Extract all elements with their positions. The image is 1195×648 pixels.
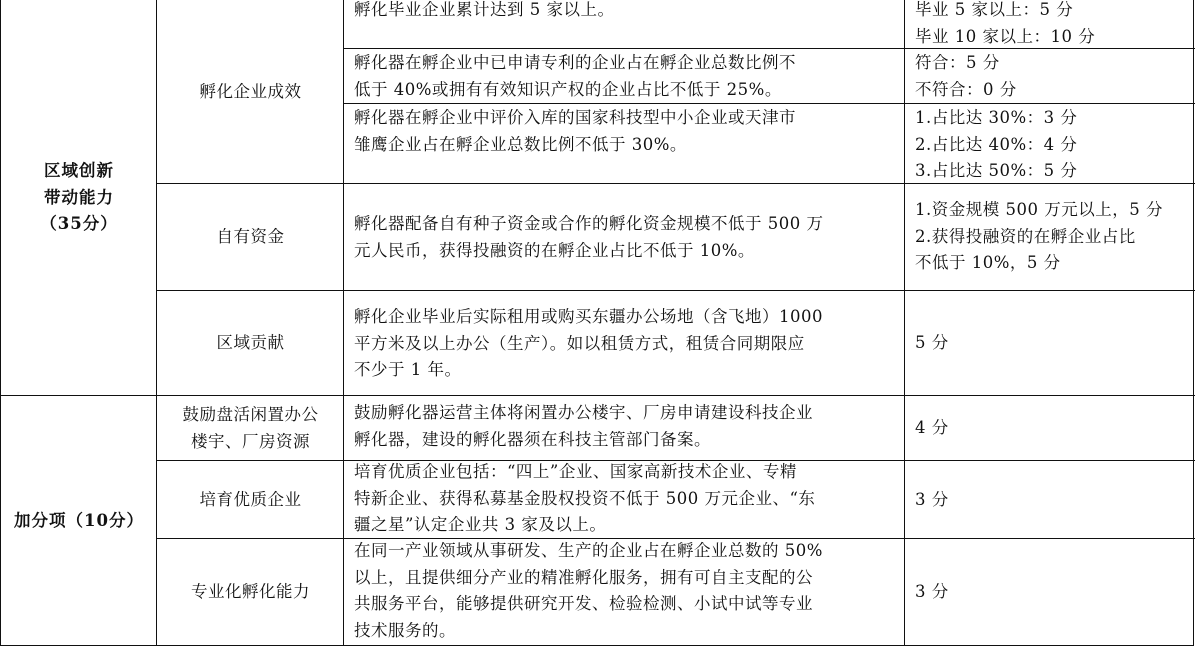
- requirement-text: 孵化毕业企业累计达到 5 家以上。: [354, 0, 615, 19]
- requirement-cell: [343, 48, 905, 104]
- item-label: 自有资金: [216, 227, 285, 247]
- requirement-text: 孵化器在孵企业中已申请专利的企业占在孵企业总数比例不 低于 40%或拥有有效知识产权的企业占比不低于 25%。: [354, 53, 796, 99]
- score-cell: [904, 538, 1195, 646]
- score-cell: [904, 103, 1195, 184]
- table-bottom-border: [0, 645, 1194, 646]
- item-label: 孵化企业成效: [199, 81, 302, 101]
- requirement-cell: [343, 460, 905, 539]
- score-text: 3 分: [915, 489, 949, 509]
- requirement-cell: [343, 0, 905, 49]
- requirement-text: 孵化器在孵企业中评价入库的国家科技型中小企业或天津市 雏鹰企业占在孵企业总数比例不低于 30%。: [354, 108, 796, 154]
- requirement-text: 培育优质企业包括：“四上”企业、国家高新技术企业、专精 特新企业、获得私募基金股权投资不低于 500 万元企业、“东 疆之星”认定企业共 3 家及以上。: [354, 462, 816, 534]
- score-cell: [904, 460, 1195, 539]
- score-cell: [904, 183, 1195, 291]
- requirement-cell: [343, 103, 905, 184]
- category-cell: [0, 395, 157, 646]
- score-text: 3 分: [915, 582, 949, 602]
- score-text: 5 分: [915, 333, 949, 353]
- requirement-cell: [343, 183, 905, 291]
- score-cell: [904, 290, 1195, 396]
- item-label: 鼓励盘活闲置办公 楼宇、厂房资源: [182, 405, 319, 451]
- requirement-text: 在同一产业领域从事研发、生产的企业占在孵企业总数的 50% 以上，且提供细分产业的精准孵化服务，拥有可自主支配的公 共服务平台，能够提供研究开发、检验检测、小试中试等专业 技术服务的。: [354, 541, 823, 640]
- score-text: 1.资金规模 500 万元以上，5 分 2.获得投融资的在孵企业占比 不低于 10%，5 分: [915, 200, 1163, 272]
- item-label: 培育优质企业: [199, 489, 302, 509]
- score-cell: [904, 0, 1195, 49]
- score-text: 1.占比达 30%：3 分 2.占比达 40%：4 分 3.占比达 50%：5 分: [915, 108, 1078, 180]
- score-cell: [904, 395, 1195, 461]
- item-cell: [156, 538, 344, 646]
- requirement-cell: [343, 290, 905, 396]
- score-text: 4 分: [915, 418, 949, 438]
- item-cell: [156, 290, 344, 396]
- requirement-cell: [343, 538, 905, 646]
- item-cell: [156, 395, 344, 461]
- category-cell: [0, 0, 157, 396]
- category-label: 加分项（10分）: [14, 510, 144, 530]
- requirement-text: 鼓励孵化器运营主体将闲置办公楼宇、厂房申请建设科技企业 孵化器，建设的孵化器须在科技主管部门备案。: [354, 403, 813, 449]
- item-cell: [156, 460, 344, 539]
- score-text: 符合：5 分 不符合：0 分: [915, 53, 1017, 99]
- item-cell: [156, 183, 344, 291]
- requirement-text: 孵化器配备自有种子资金或合作的孵化资金规模不低于 500 万 元人民币，获得投融资的在孵企业占比不低于 10%。: [354, 214, 824, 260]
- requirement-cell: [343, 395, 905, 461]
- score-cell: [904, 48, 1195, 104]
- item-label: 区域贡献: [216, 333, 285, 353]
- score-text: 毕业 5 家以上：5 分 毕业 10 家以上：10 分: [915, 0, 1096, 46]
- item-label: 专业化孵化能力: [191, 582, 310, 602]
- item-cell: [156, 0, 344, 184]
- category-label: 区域创新 带动能力 （35分）: [40, 161, 118, 234]
- table-right-border: [1193, 0, 1194, 646]
- requirement-text: 孵化企业毕业后实际租用或购买东疆办公场地（含飞地）1000 平方米及以上办公（生产）。如以租赁方式，租赁合同期限应 不少于 1 年。: [354, 307, 823, 379]
